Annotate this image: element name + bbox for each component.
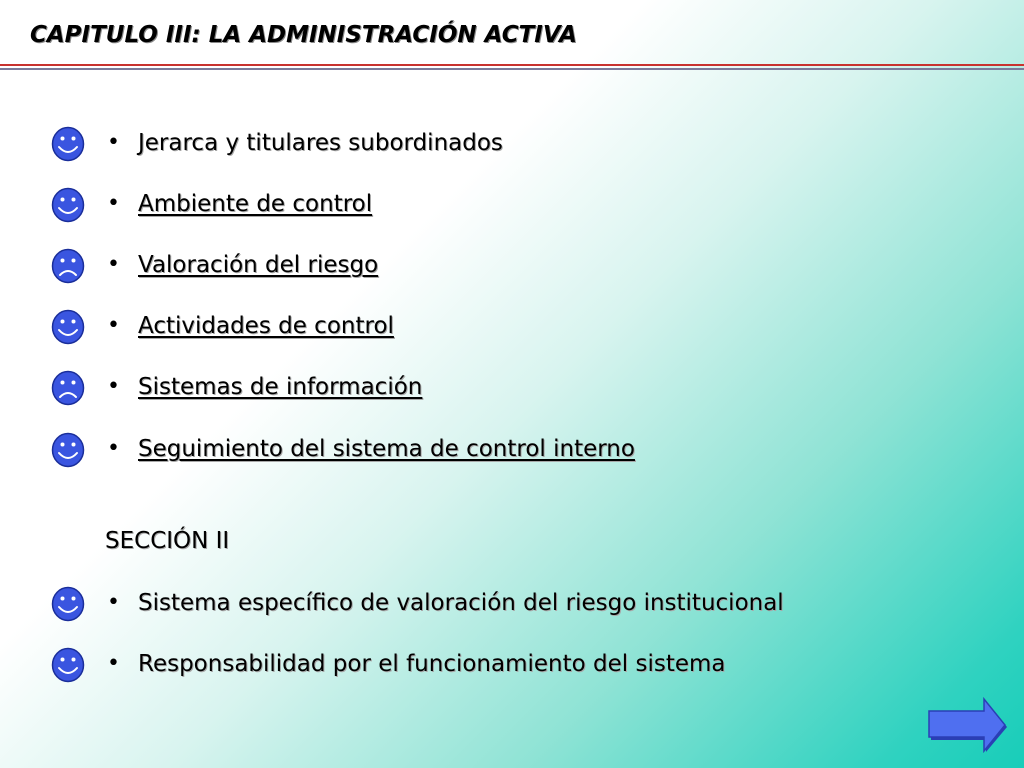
smiley-face-icon: [51, 647, 85, 683]
smiley-face-icon: [51, 432, 85, 468]
smiley-face-icon: [51, 309, 85, 345]
list-item: [0, 124, 1024, 164]
bullet-marker: •: [107, 651, 120, 676]
right-arrow-icon: [927, 697, 1009, 753]
bullet-marker: •: [107, 191, 120, 216]
smiley-face-icon: [51, 187, 85, 223]
next-slide-button[interactable]: [927, 697, 1009, 753]
slide-title: CAPITULO III: LA ADMINISTRACIÓN ACTIVA: [30, 22, 577, 48]
ambiente-de-control-link[interactable]: Ambiente de control: [138, 191, 373, 217]
bullet-marker: •: [107, 436, 120, 461]
smiley-face-icon: [51, 586, 85, 622]
sad-face-icon: [51, 248, 85, 284]
list-item[interactable]: [0, 185, 1024, 225]
list-item: [0, 584, 1024, 624]
sistemas-de-informacion-link[interactable]: Sistemas de información: [138, 374, 423, 400]
bullet-marker: •: [107, 130, 120, 155]
list-item: [0, 645, 1024, 685]
bullet-marker: •: [107, 590, 120, 615]
title-underline-primary: [0, 64, 1024, 66]
list-item[interactable]: [0, 430, 1024, 470]
list-item[interactable]: [0, 246, 1024, 286]
sad-face-icon: [51, 370, 85, 406]
bullet-marker: •: [107, 313, 120, 338]
list-item[interactable]: [0, 307, 1024, 347]
valoracion-del-riesgo-link[interactable]: Valoración del riesgo: [138, 252, 379, 278]
title-underline-secondary: [0, 68, 1024, 70]
smiley-face-icon: [51, 126, 85, 162]
item-label: Sistema específico de valoración del riesgo institucional: [138, 590, 784, 616]
seguimiento-del-sistema-link[interactable]: Seguimiento del sistema de control interno: [138, 436, 635, 462]
actividades-de-control-link[interactable]: Actividades de control: [138, 313, 394, 339]
bullet-marker: •: [107, 252, 120, 277]
section-heading: SECCIÓN II: [105, 528, 230, 554]
item-label: Jerarca y titulares subordinados: [138, 130, 503, 156]
list-item[interactable]: [0, 368, 1024, 408]
bullet-marker: •: [107, 374, 120, 399]
item-label: Responsabilidad por el funcionamiento del sistema: [138, 651, 726, 677]
